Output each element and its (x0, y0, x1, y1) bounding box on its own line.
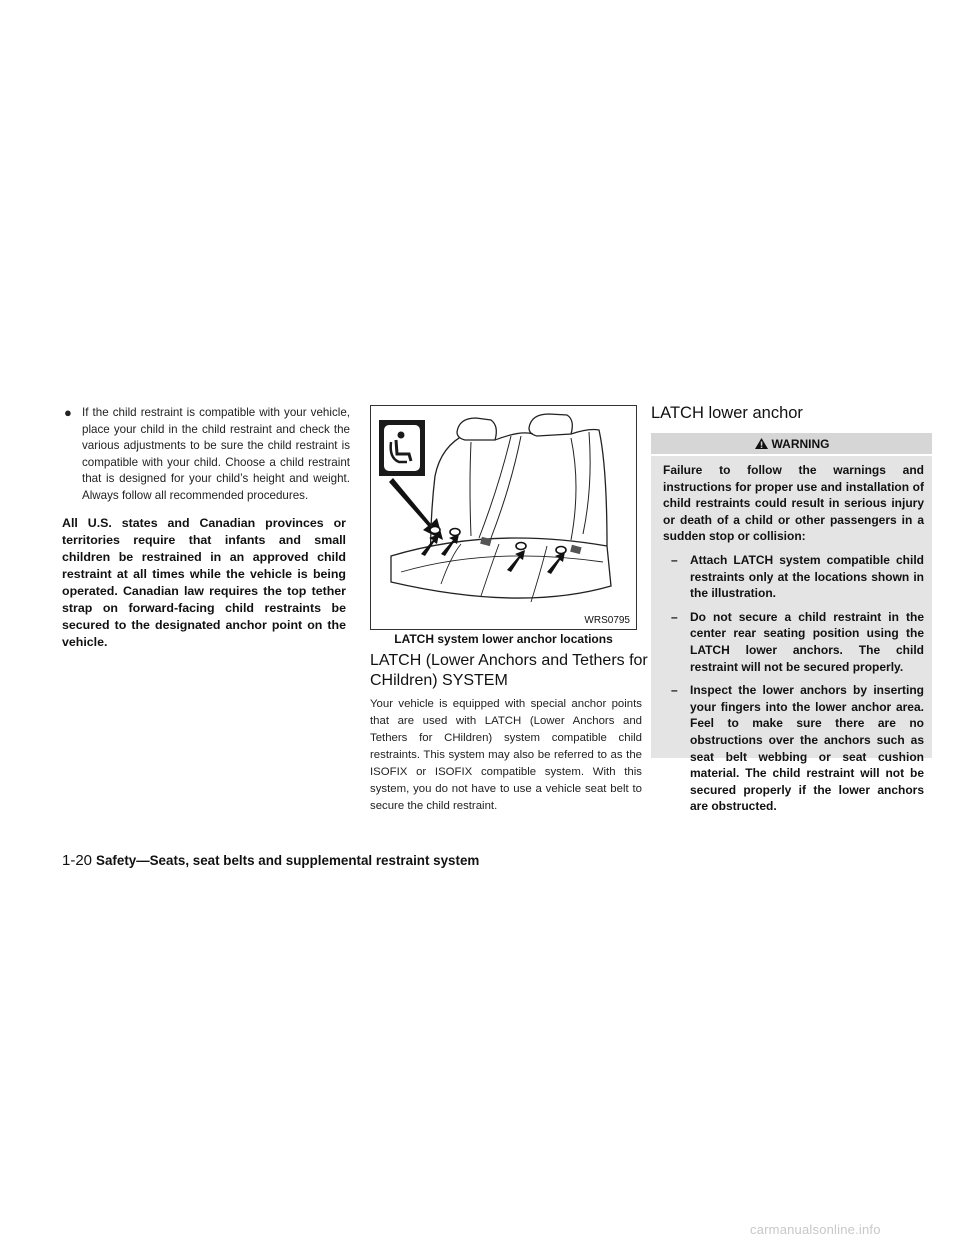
warning-dash: – (671, 609, 678, 624)
right-headrest (529, 414, 572, 436)
warning-item-text: Attach LATCH system compatible child restraints only at the locations shown in the illustration. (690, 552, 924, 601)
left-column (62, 405, 350, 651)
page-footer (62, 852, 479, 869)
latch-anchor-illustration (370, 405, 637, 630)
anchor-point (516, 543, 526, 550)
anchor-point (430, 527, 440, 534)
rear-seat-drawing (371, 406, 637, 630)
latch-system-heading: LATCH (Lower Anchors and Tethers for CHildren) SYSTEM (370, 652, 648, 689)
latch-system-body: Your vehicle is equipped with special anchor points that are used with LATCH (Lower Anchors and Tethers for CHildren) system compatible child restraints. This system may also be referred to as the ISOFIX or ISOFIX compatible system. With this system, you do not have to use a vehicle seat belt to secure the child restraint. (370, 698, 642, 812)
figure-caption: LATCH system lower anchor locations (394, 632, 613, 646)
warning-item-text: Inspect the lower anchors by inserting your fingers into the lower anchor area. Feel to make sure there are no obstructions over the anchors such as seat belt webbing or seat cushion material. The child restraint will not be secured properly if the lower anchors are obstructed. (690, 683, 924, 814)
warning-label: WARNING (771, 436, 830, 451)
left-headrest (457, 418, 496, 440)
legal-requirement-paragraph: All U.S. states and Canadian provinces or territories require that infants and small children be restrained in an approved child restraint at all times while the vehicle is being operated. Canadian law requires the top tether strap on forward-facing child restraints be secured to the designated anchor point on the vehicle. (62, 515, 346, 649)
section-title: Safety—Seats, seat belts and supplemental restraint system (96, 853, 480, 868)
warning-dash: – (671, 683, 678, 698)
watermark: carmanualsonline.info (750, 1222, 881, 1237)
warning-triangle-icon (754, 437, 769, 450)
figure-code: WRS0795 (584, 615, 630, 626)
warning-item-text: Do not secure a child restraint in the center rear seating position using the LATCH lower anchors. The child restraint will not be secured properly. (690, 609, 924, 674)
warning-box (651, 456, 932, 814)
warning-header (651, 433, 932, 454)
bullet-item (62, 405, 350, 505)
warning-dash: – (671, 552, 678, 567)
warning-item (663, 552, 924, 602)
bullet-text: If the child restraint is compatible with your vehicle, place your child in the child restraint and check the various adjustments to be sure the child restraint is compatible with your child. Choose a child restraint that is designed for your child’s height and weight. Always follow all recommended procedures. (82, 406, 350, 502)
warning-item (663, 682, 924, 815)
bullet-marker: ● (64, 405, 72, 420)
warning-item (663, 609, 924, 675)
page-number: 1-20 (62, 852, 93, 869)
warning-intro: Failure to follow the warnings and instructions for proper use and installation of child restraints could result in serious injury or death of a child or other passengers in a sudden stop or collision: (663, 463, 924, 544)
latch-lower-anchor-heading: LATCH lower anchor (651, 404, 803, 422)
